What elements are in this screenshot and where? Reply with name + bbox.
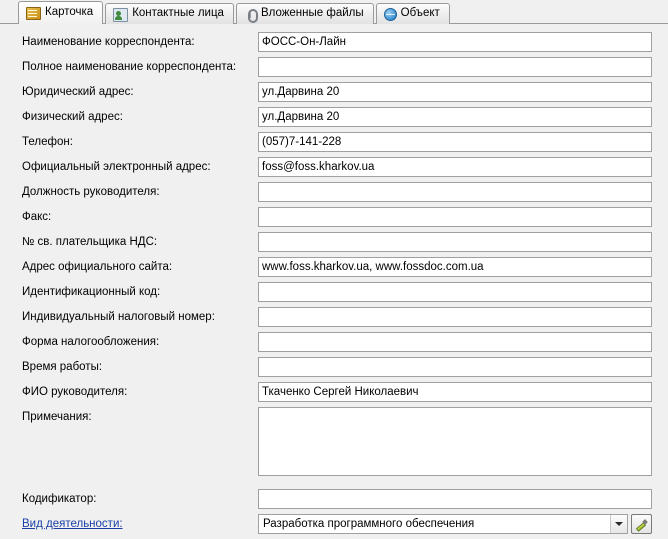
input-name[interactable] (258, 32, 652, 52)
globe-icon (384, 8, 397, 21)
field-row-physical-address (8, 107, 660, 132)
field-wrap-physical-address (258, 107, 660, 127)
contacts-icon (113, 8, 128, 22)
pencil-icon (635, 518, 648, 531)
input-manager-position[interactable] (258, 182, 652, 202)
label-website: Адрес официального сайта: (22, 261, 173, 273)
input-notes[interactable] (258, 407, 652, 476)
field-row-activity (8, 514, 660, 539)
label-tax-number: Индивидуальный налоговый номер: (22, 311, 215, 323)
input-email[interactable] (258, 157, 652, 177)
tab-object-label: Объект (400, 7, 440, 20)
field-row-phone (8, 132, 660, 157)
field-wrap-tax-number (258, 307, 660, 327)
activity-combobox-value: Разработка программного обеспечения (263, 518, 475, 530)
label-name: Наименование корреспондента: (22, 36, 195, 48)
field-wrap-codifier (258, 489, 660, 509)
field-row-website (8, 257, 660, 282)
field-wrap-website (258, 257, 660, 277)
field-row-fax (8, 207, 660, 232)
form-spacer (8, 482, 660, 489)
tab-bar (0, 0, 668, 24)
tab-attachments-label: Вложенные файлы (260, 7, 364, 20)
activity-combobox[interactable] (258, 514, 628, 534)
input-working-hours[interactable] (258, 357, 652, 377)
label-notes: Примечания: (22, 411, 92, 423)
field-wrap-fullname (258, 57, 660, 77)
input-tax-form[interactable] (258, 332, 652, 352)
field-row-notes (8, 407, 660, 482)
label-working-hours: Время работы: (22, 361, 103, 373)
tab-contacts-label: Контактные лица (132, 7, 224, 20)
field-row-tax-number (8, 307, 660, 332)
label-identification-code: Идентификационный код: (22, 286, 161, 298)
field-wrap-notes (258, 407, 660, 479)
label-manager-name: ФИО руководителя: (22, 386, 128, 398)
input-manager-name[interactable] (258, 382, 652, 402)
chevron-down-icon[interactable] (610, 515, 627, 533)
input-tax-number[interactable] (258, 307, 652, 327)
input-phone[interactable] (258, 132, 652, 152)
field-row-legal-address (8, 82, 660, 107)
field-wrap-email (258, 157, 660, 177)
card-pencil-icon (26, 7, 41, 20)
paperclip-icon (244, 8, 257, 21)
input-vat-number[interactable] (258, 232, 652, 252)
field-row-identification-code (8, 282, 660, 307)
field-row-codifier (8, 489, 660, 514)
field-wrap-identification-code (258, 282, 660, 302)
label-legal-address: Юридический адрес: (22, 86, 134, 98)
correspondent-form (0, 24, 668, 539)
input-legal-address[interactable] (258, 82, 652, 102)
input-fullname[interactable] (258, 57, 652, 77)
field-wrap-fax (258, 207, 660, 227)
field-row-fullname (8, 57, 660, 82)
tab-contacts[interactable] (105, 3, 234, 24)
tab-card[interactable] (18, 1, 103, 24)
field-wrap-activity (258, 514, 660, 534)
input-identification-code[interactable] (258, 282, 652, 302)
label-fullname: Полное наименование корреспондента: (22, 61, 237, 73)
tab-card-label: Карточка (45, 6, 94, 19)
field-wrap-phone (258, 132, 660, 152)
label-activity (8, 514, 258, 530)
label-codifier: Кодификатор: (22, 493, 97, 505)
label-email: Официальный электронный адрес: (22, 161, 211, 173)
label-physical-address: Физический адрес: (22, 111, 123, 123)
input-website[interactable] (258, 257, 652, 277)
field-wrap-vat-number (258, 232, 660, 252)
field-row-name (8, 32, 660, 57)
field-row-email (8, 157, 660, 182)
label-phone: Телефон: (22, 136, 73, 148)
tab-attachments[interactable] (236, 3, 374, 24)
label-vat-number: № св. плательщика НДС: (22, 236, 158, 248)
field-wrap-working-hours (258, 357, 660, 377)
field-row-manager-position (8, 182, 660, 207)
tab-object[interactable] (376, 3, 450, 24)
field-row-working-hours (8, 357, 660, 382)
activity-link[interactable]: Вид деятельности: (22, 518, 123, 530)
input-codifier[interactable] (258, 489, 652, 509)
input-fax[interactable] (258, 207, 652, 227)
label-fax: Факс: (22, 211, 52, 223)
field-wrap-name (258, 32, 660, 52)
field-row-tax-form (8, 332, 660, 357)
field-wrap-manager-position (258, 182, 660, 202)
field-wrap-manager-name (258, 382, 660, 402)
field-row-vat-number (8, 232, 660, 257)
activity-edit-button[interactable] (631, 514, 652, 534)
field-row-manager-name (8, 382, 660, 407)
label-tax-form: Форма налогообложения: (22, 336, 160, 348)
field-wrap-tax-form (258, 332, 660, 352)
field-wrap-legal-address (258, 82, 660, 102)
input-physical-address[interactable] (258, 107, 652, 127)
label-manager-position: Должность руководителя: (22, 186, 160, 198)
